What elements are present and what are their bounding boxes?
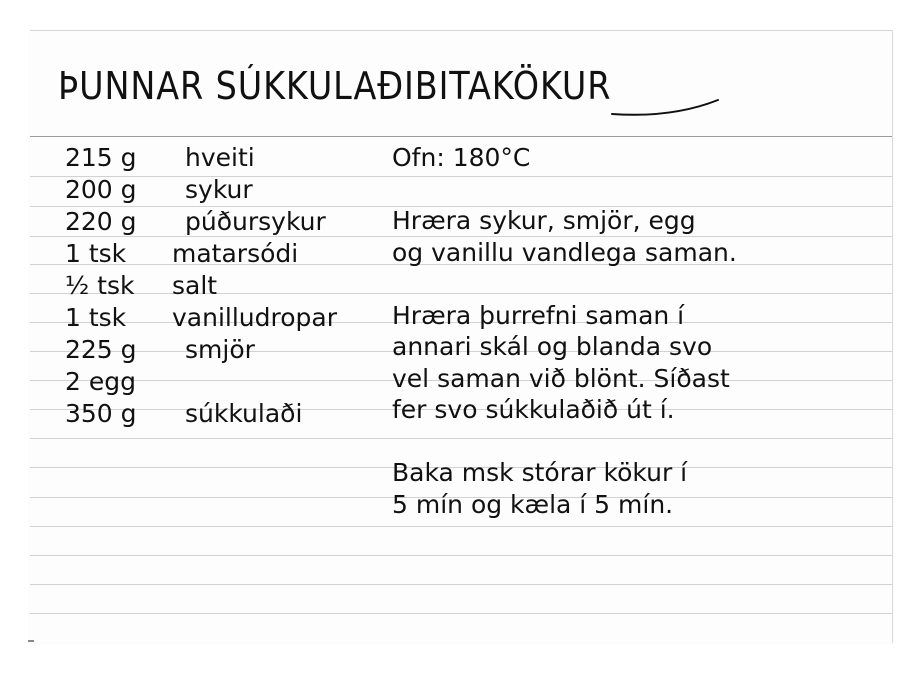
ingredient-qty: 200 g <box>65 175 137 204</box>
recipe-title: ÞUNNAR SÚKKULAÐIBITAKÖKUR <box>58 64 612 108</box>
ingredient-item <box>65 366 375 398</box>
ingredient-qty: 350 g <box>65 399 137 428</box>
ingredient-qty: 225 g <box>65 335 137 364</box>
ingredient-qty: 2 egg <box>65 367 136 396</box>
instruction-line: Hræra þurrefni saman í <box>392 300 685 330</box>
ingredient-item <box>65 174 375 206</box>
oven-temperature: Ofn: 180°C <box>392 143 531 172</box>
ingredient-name: púðursykur <box>185 207 326 236</box>
ruled-line <box>30 613 892 614</box>
ingredient-item <box>65 270 375 302</box>
ingredient-name: vanilludropar <box>172 303 338 332</box>
ingredient-name: hveiti <box>185 143 255 172</box>
ruled-line <box>30 555 892 556</box>
header-rule <box>30 136 892 137</box>
ingredient-list <box>65 142 375 430</box>
ingredient-name: salt <box>172 271 218 300</box>
ingredient-qty: 215 g <box>65 143 137 172</box>
ruled-line <box>30 584 892 585</box>
instruction-line: vel saman við blönt. Síðast <box>392 363 730 393</box>
corner-mark <box>28 640 34 642</box>
ingredient-item <box>65 302 375 334</box>
ingredient-name: matarsódi <box>172 239 299 268</box>
instruction-line: Hræra sykur, smjör, egg <box>392 206 696 235</box>
ingredient-qty: ½ tsk <box>65 271 135 300</box>
ingredient-qty: 1 tsk <box>65 239 127 268</box>
instruction-line: Baka msk stórar kökur í <box>392 458 688 487</box>
ingredient-qty: 220 g <box>65 207 137 236</box>
instruction-line: 5 mín og kæla í 5 mín. <box>392 489 674 519</box>
instruction-line: fer svo súkkulaðið út í. <box>392 395 675 424</box>
ingredient-qty: 1 tsk <box>65 303 127 332</box>
ingredient-name: sykur <box>185 175 253 204</box>
ingredient-item <box>65 142 375 174</box>
ingredient-item <box>65 238 375 270</box>
ingredient-name: smjör <box>185 335 255 364</box>
title-underline-swash <box>610 88 720 118</box>
ingredient-item <box>65 398 375 430</box>
ingredient-name: súkkulaði <box>185 399 303 428</box>
ingredient-item <box>65 206 375 238</box>
ingredient-item <box>65 334 375 366</box>
instruction-line: og vanillu vandlega saman. <box>392 237 737 267</box>
instruction-line: annari skál og blanda svo <box>392 332 713 361</box>
instructions <box>392 142 852 520</box>
ruled-line <box>30 526 892 527</box>
